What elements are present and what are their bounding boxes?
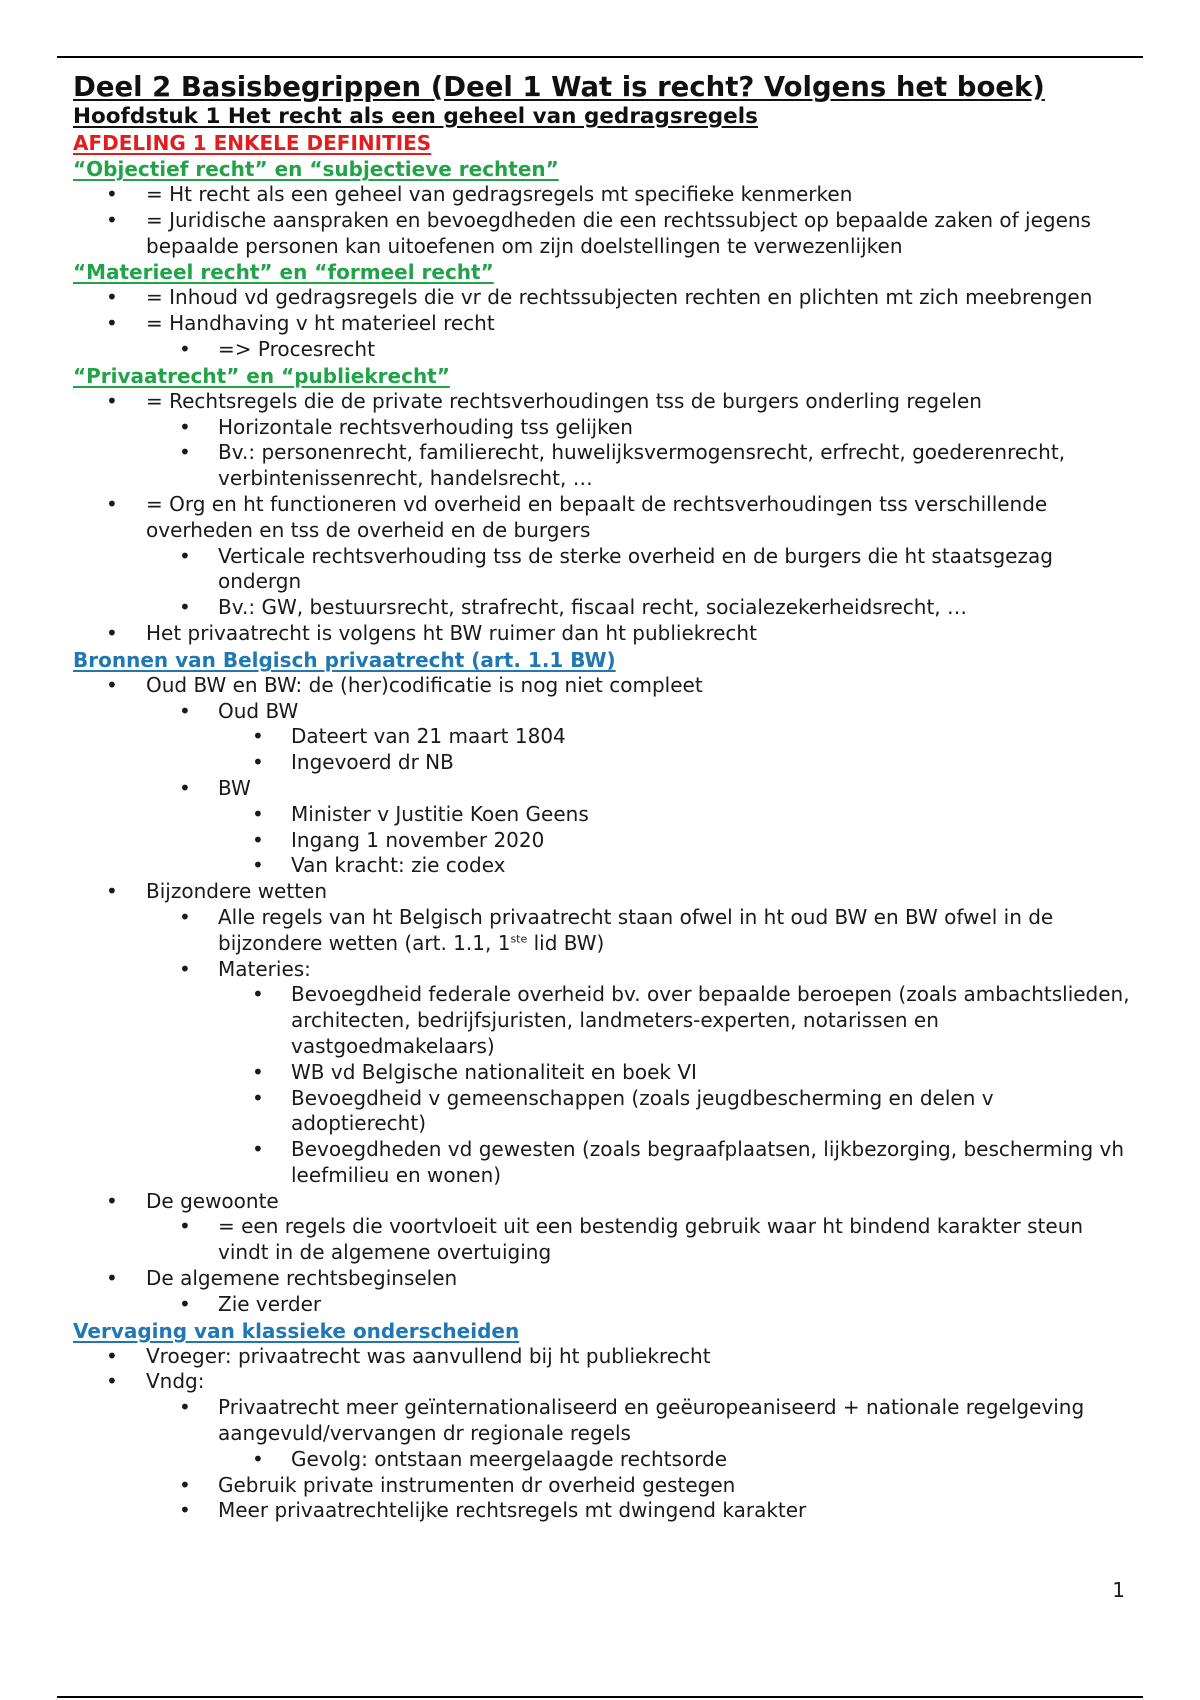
list-item: • Gebruik private instrumenten dr overheid gestegen [179, 1472, 736, 1497]
bullet-icon: • [179, 543, 191, 568]
list-item: • Verticale rechtsverhouding tss de sterke overheid en de burgers die ht staatsgezag ondergn [179, 543, 1053, 594]
list-item: • De gewoonte [106, 1188, 279, 1213]
list-item: • Ingevoerd dr NB [252, 750, 454, 775]
list-item: • De algemene rechtsbeginselen [106, 1266, 458, 1291]
bullet-icon: • [252, 853, 264, 878]
list-item: • Gevolg: ontstaan meergelaagde rechtsorde [252, 1446, 727, 1471]
bullet-icon: • [179, 1291, 191, 1316]
list-item: • Bv.: GW, bestuursrecht, strafrecht, fiscaal recht, socialezekerheidsrecht, … [179, 595, 968, 620]
bullet-icon: • [106, 1266, 118, 1291]
bullet-icon: • [252, 1446, 264, 1471]
heading-bronnen: Bronnen van Belgisch privaatrecht (art. 1.1 BW) [73, 647, 616, 672]
list-item: • = Ht recht als een geheel van gedragsregels mt specifieke kenmerken [106, 182, 853, 206]
page-number: 1 [1112, 1578, 1125, 1602]
bullet-icon: • [179, 1395, 191, 1420]
list-item: • Bevoegdheden vd gewesten (zoals begraafplaatsen, lijkbezorging, bescherming vh leefmilieu en wonen) [252, 1137, 1125, 1187]
bullet-icon: • [106, 491, 118, 516]
bullet-icon: • [106, 620, 118, 645]
list-item: • Bijzondere wetten [106, 879, 328, 904]
list-item: • = Org en ht functioneren vd overheid en bepaalt de rechtsverhoudingen tss verschillende overheden en tss de overheid en de burgers [106, 491, 1048, 542]
bullet-icon: • [252, 801, 264, 826]
bullet-icon: • [106, 311, 118, 336]
list-item: • Vndg: [106, 1369, 205, 1394]
bullet-icon: • [106, 182, 118, 206]
bullet-icon: • [179, 775, 191, 800]
list-item: • Vroeger: privaatrecht was aanvullend bij ht publiekrecht [106, 1343, 711, 1368]
bullet-icon: • [252, 1085, 264, 1110]
document-title: Deel 2 Basisbegrippen (Deel 1 Wat is recht? Volgens het boek) [73, 71, 1045, 103]
list-item: • Ingang 1 november 2020 [252, 827, 545, 852]
list-item: • Meer privaatrechtelijke rechtsregels mt dwingend karakter [179, 1498, 807, 1523]
list-item: • => Procesrecht [179, 336, 375, 361]
list-item: • Bevoegdheid v gemeenschappen (zoals jeugdbescherming en delen v adoptierecht) [252, 1085, 994, 1136]
bullet-icon: • [106, 879, 118, 904]
bullet-icon: • [106, 285, 118, 310]
list-item: • = Handhaving v ht materieel recht [106, 311, 495, 336]
document-body [73, 70, 1133, 1524]
list-item: • Van kracht: zie codex [252, 853, 506, 878]
list-item: • WB vd Belgische nationaliteit en boek VI [252, 1059, 697, 1084]
list-item: • = Rechtsregels die de private rechtsverhoudingen tss de burgers onderling regelen [106, 388, 982, 413]
list-item: • Horizontale rechtsverhouding tss gelijken [179, 414, 633, 439]
bullet-icon: • [106, 388, 118, 413]
chapter-heading: Hoofdstuk 1 Het recht als een geheel van gedragsregels [73, 104, 758, 129]
list-item: • Minister v Justitie Koen Geens [252, 801, 589, 826]
bullet-icon: • [179, 698, 191, 723]
bullet-icon: • [179, 336, 191, 361]
list-item: • Dateert van 21 maart 1804 [252, 724, 566, 749]
bullet-icon: • [179, 440, 191, 465]
heading-privaatrecht: “Privaatrecht” en “publiekrecht” [73, 363, 450, 388]
list-item: • = Inhoud vd gedragsregels die vr de rechtssubjecten rechten en plichten mt zich meebrengen [106, 285, 1093, 310]
bullet-icon: • [106, 1343, 118, 1368]
bullet-icon: • [252, 827, 264, 852]
heading-vervaging: Vervaging van klassieke onderscheiden [73, 1318, 520, 1343]
bullet-icon: • [252, 750, 264, 775]
bullet-icon: • [179, 414, 191, 439]
list-item: • = Juridische aanspraken en bevoegdheden die een rechtssubject op bepaalde zaken of jegens bepaalde personen kan uitoefenen om zijn doelstellingen te verwezenlijken [106, 207, 1091, 258]
list-item: • Oud BW [179, 698, 299, 723]
list-item: • Privaatrecht meer geïnternationaliseerd en geëuropeaniseerd + nationale regelgeving aangevuld/vervangen dr regionale regels [179, 1395, 1085, 1446]
bullet-icon: • [252, 724, 264, 749]
bullet-icon: • [179, 904, 191, 929]
list-item: • Bevoegdheid federale overheid bv. over bepaalde beroepen (zoals ambachtslieden, architecten, bedrijfsjuristen, landmeters-experten, notarissen en vastgoedmakelaars) [252, 982, 1130, 1058]
bullet-icon: • [179, 595, 191, 620]
heading-objectief-recht: “Objectief recht” en “subjectieve rechten” [73, 157, 559, 181]
list-item: • Het privaatrecht is volgens ht BW ruimer dan ht publiekrecht [106, 620, 757, 645]
section-heading: AFDELING 1 ENKELE DEFINITIES [73, 131, 432, 155]
top-rule [57, 56, 1143, 58]
bullet-icon: • [179, 1214, 191, 1239]
bullet-icon: • [179, 1472, 191, 1497]
bottom-rule [57, 1696, 1143, 1698]
bullet-icon: • [252, 1059, 264, 1084]
list-item: • Bv.: personenrecht, familierecht, huwelijksvermogensrecht, erfrecht, goederenrecht, verbintenissenrecht, handelsrecht, … [179, 440, 1066, 491]
list-item: • Alle regels van ht Belgisch privaatrecht staan ofwel in ht oud BW en BW ofwel in de bijzondere wetten (art. 1.1, 1ste lid BW) [179, 904, 1054, 955]
bullet-icon: • [179, 956, 191, 981]
bullet-icon: • [106, 207, 118, 232]
list-item: • Oud BW en BW: de (her)codificatie is nog niet compleet [106, 672, 703, 697]
bullet-icon: • [106, 1188, 118, 1213]
list-item: • Materies: [179, 956, 311, 981]
bullet-icon: • [252, 1137, 264, 1162]
bullet-icon: • [106, 672, 118, 697]
list-item: • BW [179, 775, 251, 800]
list-item: • = een regels die voortvloeit uit een bestendig gebruik waar ht bindend karakter steun vindt in de algemene overtuiging [179, 1214, 1084, 1265]
heading-materieel-recht: “Materieel recht” en “formeel recht” [73, 260, 494, 285]
list-item: • Zie verder [179, 1291, 322, 1316]
bullet-icon: • [179, 1498, 191, 1523]
bullet-icon: • [252, 982, 264, 1007]
bullet-icon: • [106, 1369, 118, 1394]
